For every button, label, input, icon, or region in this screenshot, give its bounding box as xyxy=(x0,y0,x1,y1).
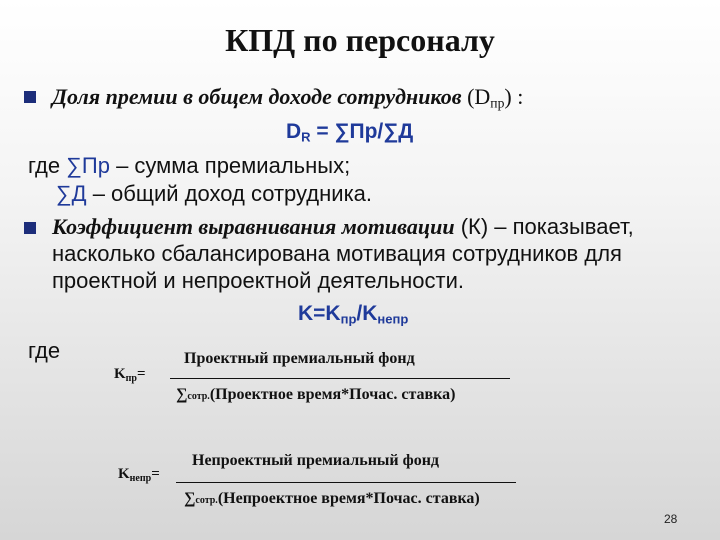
fraction-2-den-rest: (Непроектное время*Почас. ставка) xyxy=(217,490,480,507)
where-line-1 xyxy=(28,153,350,179)
fraction-1-den-sub: сотр. xyxy=(187,391,210,402)
fraction-1-den-sum: ∑ xyxy=(176,386,188,403)
where-sym-1: ∑Пр xyxy=(66,153,110,178)
formula-dr xyxy=(286,120,413,144)
formula-dr-sub: R xyxy=(301,129,311,145)
where-prefix: где xyxy=(28,153,67,178)
formula-k xyxy=(298,302,408,326)
bullet-1-paren-close: ) : xyxy=(504,84,524,109)
fraction-2-label xyxy=(118,466,160,484)
bullet-2-line-3: проектной и непроектной деятельности. xyxy=(52,268,464,293)
formula-k-sub-1: пр xyxy=(340,311,357,327)
fraction-2-den-sub: сотр. xyxy=(195,495,218,506)
where-line-2 xyxy=(56,181,372,207)
fraction-1-k-sub: пр xyxy=(125,373,137,384)
fraction-2-eq: = xyxy=(151,466,160,482)
page-number: 28 xyxy=(664,512,678,526)
where-rest-2: – общий доход сотрудника. xyxy=(86,181,373,206)
formula-dr-d: D xyxy=(286,120,302,143)
where-sym-2: ∑Д xyxy=(56,181,87,206)
fraction-1-k: K xyxy=(114,366,126,382)
formula-dr-rhs: = ∑Пр/∑Д xyxy=(310,120,414,143)
formula-k-slash: /K xyxy=(356,302,378,325)
where-label-2: где xyxy=(28,338,61,363)
fraction-2-k: K xyxy=(118,466,130,482)
formula-k-sub-2: непр xyxy=(377,311,409,327)
bullet-2-italic: Коэффициент выравнивания мотивации xyxy=(52,214,455,239)
bullet-1-paren-sub: пр xyxy=(490,95,505,111)
bullet-2-rest: (К) – показывает, xyxy=(454,214,634,239)
fraction-2-bar xyxy=(176,482,516,483)
bullet-2-line-2: насколько сбалансирована мотивация сотрудников для xyxy=(52,241,622,266)
bullet-1-paren-open: (D xyxy=(461,84,491,109)
fraction-1-label xyxy=(114,366,146,384)
where-rest-1: – сумма премиальных; xyxy=(109,153,351,178)
bullet-1-italic: Доля премии в общем доходе сотрудников xyxy=(52,84,462,109)
bullet-square-icon xyxy=(24,91,36,103)
fraction-1-denominator xyxy=(176,386,455,404)
bullet-square-icon xyxy=(24,222,36,234)
slide-title: КПД по персоналу xyxy=(225,22,495,58)
fraction-1-numerator: Проектный премиальный фонд xyxy=(184,350,415,367)
formula-k-k: K=K xyxy=(298,302,341,325)
fraction-2-k-sub: непр xyxy=(129,473,152,484)
fraction-2-den-sum: ∑ xyxy=(184,490,196,507)
fraction-1-eq: = xyxy=(137,366,146,382)
fraction-2-denominator xyxy=(184,490,480,508)
fraction-2-numerator: Непроектный премиальный фонд xyxy=(192,452,439,469)
bullet-2-line-1 xyxy=(52,214,634,240)
bullet-1-text xyxy=(52,84,523,111)
fraction-1-den-rest: (Проектное время*Почас. ставка) xyxy=(209,386,456,403)
fraction-1-bar xyxy=(170,378,510,379)
